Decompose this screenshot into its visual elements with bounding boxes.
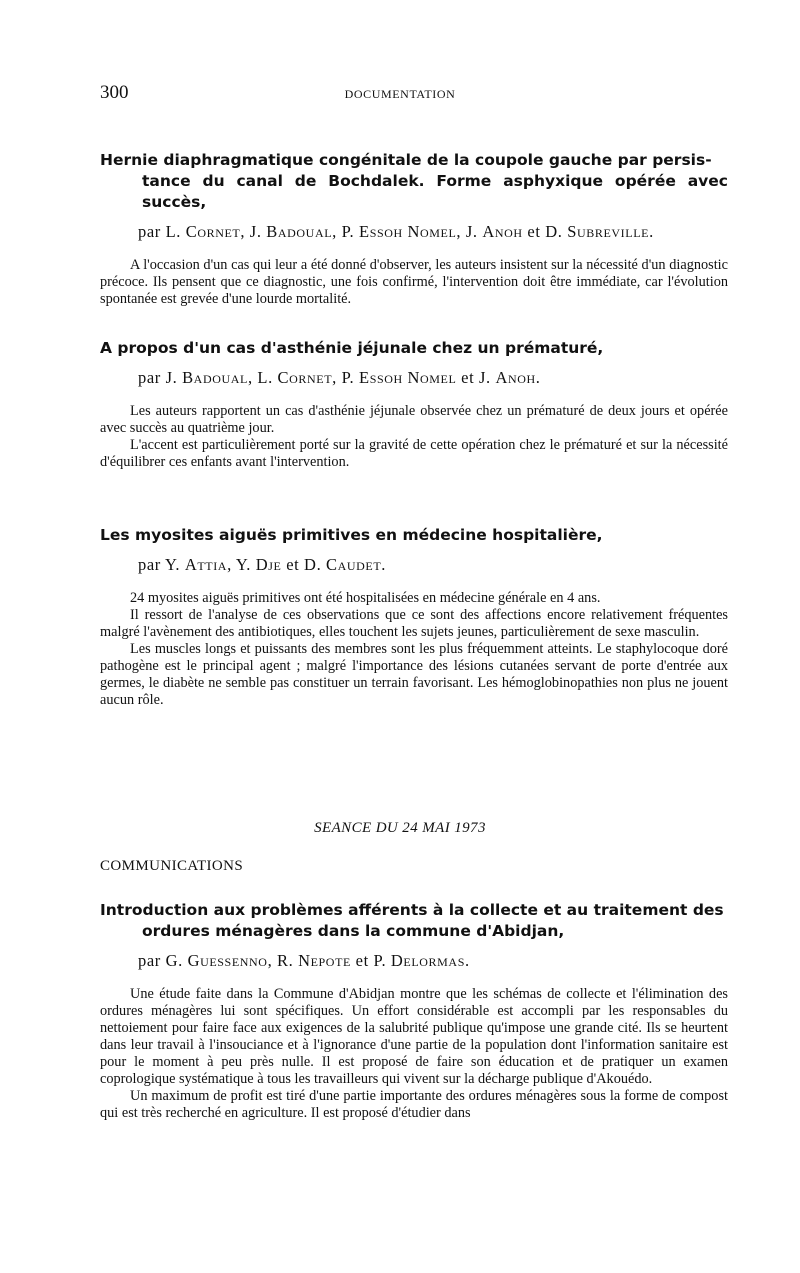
- author-line: [138, 951, 728, 971]
- author-line: [138, 368, 728, 388]
- abstract-paragraph: L'accent est particulièrement porté sur la gravité de cette opération chez le prématuré et sur la nécessité d'équilibrer ces enfants avant l'intervention.: [100, 437, 728, 470]
- abstract: [100, 257, 728, 308]
- article-title: [100, 338, 728, 359]
- title-line-1: Hernie diaphragmatique congénitale de la coupole gauche par persis-: [100, 151, 712, 169]
- section-label: COMMUNICATIONS: [100, 858, 244, 874]
- article-myosites: [100, 525, 728, 709]
- author-name: L. Cornet,: [257, 368, 342, 387]
- article-hernie-diaphragmatique: [100, 150, 728, 308]
- author-name: J. Anoh.: [478, 368, 541, 387]
- article-title: [100, 900, 728, 942]
- page-number: 300: [100, 82, 129, 103]
- author-name: J. Badoual,: [249, 222, 342, 241]
- article-title: [100, 150, 728, 213]
- title-line-1: Les myosites aiguës primitives en médecine hospitalière,: [100, 526, 603, 544]
- abstract: [100, 590, 728, 709]
- seance-heading: SEANCE DU 24 MAI 1973: [314, 820, 486, 836]
- author-name: Y. Dje et: [235, 555, 305, 574]
- article-ordures-menageres: [100, 900, 728, 1122]
- author-name: P. Delormas.: [373, 951, 470, 970]
- author-name: P. Essoh Nomel,: [341, 222, 466, 241]
- authors-prefix: par: [138, 368, 166, 387]
- author-line: [138, 222, 728, 242]
- author-name: J. Badoual,: [165, 368, 258, 387]
- abstract-paragraph: Les auteurs rapportent un cas d'asthénie jéjunale observée chez un prématuré de deux jours et opérée avec succès au quatrième jour.: [100, 403, 728, 436]
- authors-prefix: par: [138, 555, 165, 574]
- abstract-paragraph: A l'occasion d'un cas qui leur a été donné d'observer, les auteurs insistent sur la nécessité d'un diagnostic précoce. Ils pensent que ce diagnostic, une fois confirmé, l'intervention doit être immédiate, car l'évolution spontanée est grevée d'une lourde mortalité.: [100, 257, 728, 307]
- authors-prefix: par: [138, 951, 166, 970]
- abstract: [100, 986, 728, 1122]
- running-head: DOCUMENTATION: [344, 87, 456, 101]
- author-name: D. Subreville.: [545, 222, 654, 241]
- title-line-1: A propos d'un cas d'asthénie jéjunale chez un prématuré,: [100, 339, 604, 357]
- title-line-1: Introduction aux problèmes afférents à la collecte et au traitement des: [100, 901, 724, 919]
- abstract-paragraph: Une étude faite dans la Commune d'Abidjan montre que les schémas de collecte et l'élimination des ordures ménagères lui sont spécifiques. Un effort considérable est accompli par les responsables du nettoiement pour faire face aux exigences de la salubrité publique qu'impose une grande cité. Ils se heurtent dans leur travail à l'insouciance et à l'ignorance d'une partie de la population dont l'information sanitaire est pour le moment à peu près nulle. Il est proposé de faire son éducation et de pratiquer un examen coprologique systématique à tous les travailleurs qui vivent sur la décharge publique d'Akouédo.: [100, 986, 728, 1087]
- author-name: P. Essoh Nomel et: [341, 368, 479, 387]
- author-name: L. Cornet,: [165, 222, 250, 241]
- author-name: R. Nepote et: [277, 951, 374, 970]
- author-name: J. Anoh et: [465, 222, 546, 241]
- title-line-2: tance du canal de Bochdalek. Forme asphyxique opérée avec succès,: [142, 172, 728, 211]
- author-name: D. Caudet.: [304, 555, 387, 574]
- author-line: [138, 555, 728, 575]
- abstract-paragraph: Un maximum de profit est tiré d'une partie importante des ordures ménagères sous la forme de compost qui est très recherché en agriculture. Il est proposé d'étudier dans: [100, 1088, 728, 1121]
- abstract: [100, 403, 728, 471]
- abstract-paragraph: Il ressort de l'analyse de ces observations que ce sont des affections encore relativement fréquentes malgré l'avènement des antibiotiques, elles touchent les sujets jeunes, particulièrement de sexe masculin.: [100, 607, 728, 640]
- article-title: [100, 525, 728, 546]
- author-name: G. Guessenno,: [165, 951, 278, 970]
- abstract-paragraph: 24 myosites aiguës primitives ont été hospitalisées en médecine générale en 4 ans.: [130, 590, 601, 606]
- article-asthenie-jejunale: [100, 338, 728, 471]
- title-line-2: ordures ménagères dans la commune d'Abidjan,: [142, 922, 565, 940]
- author-name: Y. Attia,: [164, 555, 236, 574]
- authors-prefix: par: [138, 222, 166, 241]
- abstract-paragraph: Les muscles longs et puissants des membres sont les plus fréquemment atteints. Le staphylocoque doré pathogène est le principal agent ; malgré l'importance des lésions cutanées servant de porte d'entrée aux germes, le diabète ne semble pas constituer un terrain favorisant. Les hémoglobinopathies non plus ne jouent aucun rôle.: [100, 641, 728, 708]
